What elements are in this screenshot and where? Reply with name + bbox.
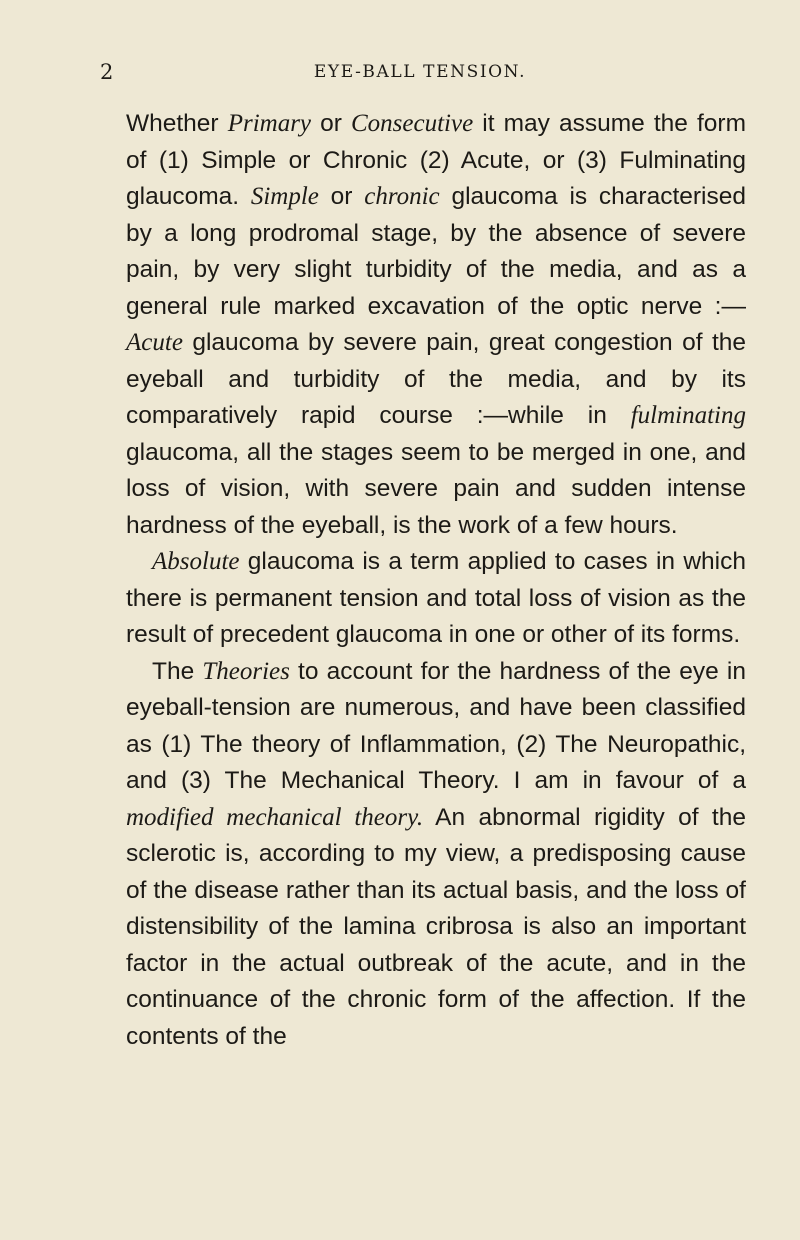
text-run: glaucoma is characterised by a long prodromal stage, by the absence of severe pain, by very slight turbidity of the media, and as a general rule marked excavation of the optic nerve :— [126,183,746,320]
text-run: or [311,110,351,137]
italic-term: fulminating [630,402,746,429]
text-run: An abnormal rigidity of the sclerotic is, according to my view, a predisposing cause of the disease rather than its actual basis, and the loss of distensibility of the lamina cribrosa is also an important factor in the actual outbreak of the acute, and in the continuance of the chronic form of the affection. If the contents of the [126,803,746,1050]
italic-term: Primary [227,110,312,137]
text-run: glaucoma, all the stages seem to be merged in one, and loss of vision, with severe pain and sudden intense hardness of the eyeball, is the work of a few hours. [126,438,746,539]
text-run: to account for the hardness of the eye in eyeball-tension are numerous, and have been classified as (1) The theory of Inflammation, (2) The Neuropathic, and (3) The Mechanical Theory. I am in favour of a [126,657,746,794]
italic-term: Absolute [152,548,240,575]
italic-term: modified mechanical theory. [126,803,424,831]
page-header [100,60,740,90]
italic-term: chronic [364,183,440,210]
running-head: EYE-BALL TENSION. [313,62,527,82]
page-number: 2 [100,60,115,84]
italic-term: Simple [250,183,319,210]
italic-term: Consecutive [350,110,474,137]
paragraph [126,106,746,544]
italic-term: Acute [126,329,183,356]
text-run: glaucoma is a term applied to cases in which there is permanent tension and total loss of vision as the result of precedent glaucoma in one or other of its forms. [126,548,746,648]
text-run: Whether [126,110,228,137]
text-run: glaucoma by severe pain, great congestion of the eyeball and turbidity of the media, and by its comparatively rapid course :—while in [126,329,746,429]
italic-term: Theories [202,657,290,685]
text-run: The [152,657,203,685]
text-run: it may assume the form of (1) Simple or Chronic (2) Acute, or (3) Fulminating glaucoma. [126,110,746,210]
body-text [126,106,746,1055]
paragraph [126,544,746,654]
text-run: or [318,183,365,210]
paragraph [126,654,746,1056]
